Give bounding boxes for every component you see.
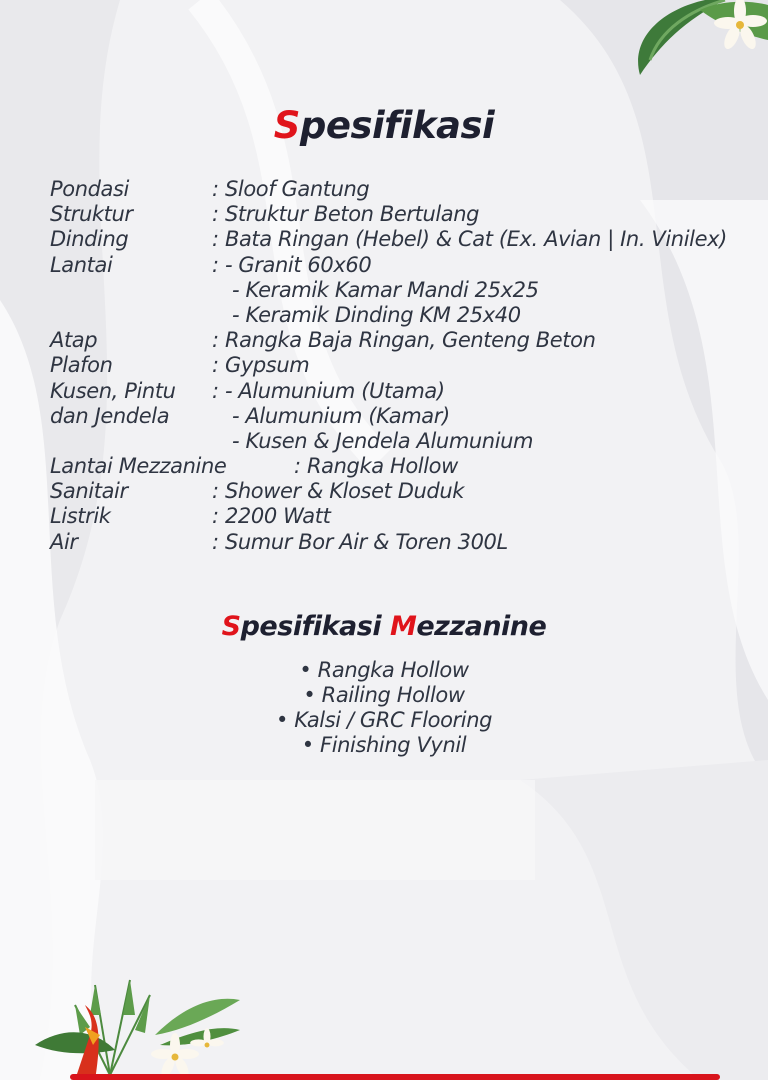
spec-value: : 2200 Watt bbox=[212, 504, 331, 529]
mezzanine-title bbox=[0, 611, 768, 642]
spec-value: : Sloof Gantung bbox=[212, 177, 370, 201]
page-title bbox=[0, 104, 768, 147]
spec-label: dan Jendela bbox=[50, 403, 170, 428]
page-title-rest: pesifikasi bbox=[299, 104, 495, 147]
spec-value: : Rangka Hollow bbox=[294, 454, 458, 479]
spec-label: Dinding bbox=[50, 227, 129, 252]
page-title-first-letter: S bbox=[273, 104, 300, 147]
spec-value: - Keramik Dinding KM 25x40 bbox=[232, 302, 521, 327]
spec-value: : Bata Ringan (Hebel) & Cat (Ex. Avian | In. Vinilex) bbox=[212, 227, 727, 252]
mezzanine-title-second-letter: M bbox=[389, 611, 417, 642]
mezzanine-list bbox=[0, 658, 768, 758]
spec-label: Lantai Mezzanine bbox=[50, 454, 227, 479]
mezzanine-title-rest: ezzanine bbox=[416, 611, 547, 642]
plant-flower-decoration-bottom-left bbox=[35, 975, 245, 1080]
spec-label: Atap bbox=[50, 328, 98, 353]
spec-label: Listrik bbox=[50, 504, 111, 529]
spec-value: : - Granit 60x60 bbox=[212, 252, 372, 277]
spec-label: Pondasi bbox=[50, 177, 129, 201]
list-item: • Railing Hollow bbox=[303, 683, 465, 707]
spec-label: Lantai bbox=[50, 252, 113, 277]
spec-label: Plafon bbox=[50, 353, 113, 378]
spec-label: Air bbox=[50, 529, 78, 554]
spec-value: : Struktur Beton Bertulang bbox=[212, 202, 480, 227]
spec-label: Sanitair bbox=[50, 479, 128, 504]
list-item: • Finishing Vynil bbox=[301, 733, 467, 757]
spec-value: - Kusen & Jendela Alumunium bbox=[232, 428, 534, 453]
spec-value: : Gypsum bbox=[212, 353, 310, 378]
mezzanine-title-first-letter: S bbox=[221, 611, 241, 642]
spec-value: : - Alumunium (Utama) bbox=[212, 378, 445, 403]
list-item: • Rangka Hollow bbox=[299, 658, 469, 682]
spec-value: : Sumur Bor Air & Toren 300L bbox=[212, 529, 508, 554]
list-item: • Kalsi / GRC Flooring bbox=[275, 708, 493, 732]
spec-value: - Alumunium (Kamar) bbox=[232, 403, 450, 428]
bottom-red-bar bbox=[70, 1074, 720, 1080]
mezzanine-title-part: pesifikasi bbox=[240, 611, 390, 642]
spec-label: Struktur bbox=[50, 202, 133, 227]
leaf-flower-decoration-top-right bbox=[630, 0, 768, 80]
spec-label: Kusen, Pintu bbox=[50, 378, 176, 403]
spec-value: : Shower & Kloset Duduk bbox=[212, 479, 464, 504]
spec-value: : Rangka Baja Ringan, Genteng Beton bbox=[212, 328, 596, 353]
spec-value: - Keramik Kamar Mandi 25x25 bbox=[232, 277, 539, 302]
